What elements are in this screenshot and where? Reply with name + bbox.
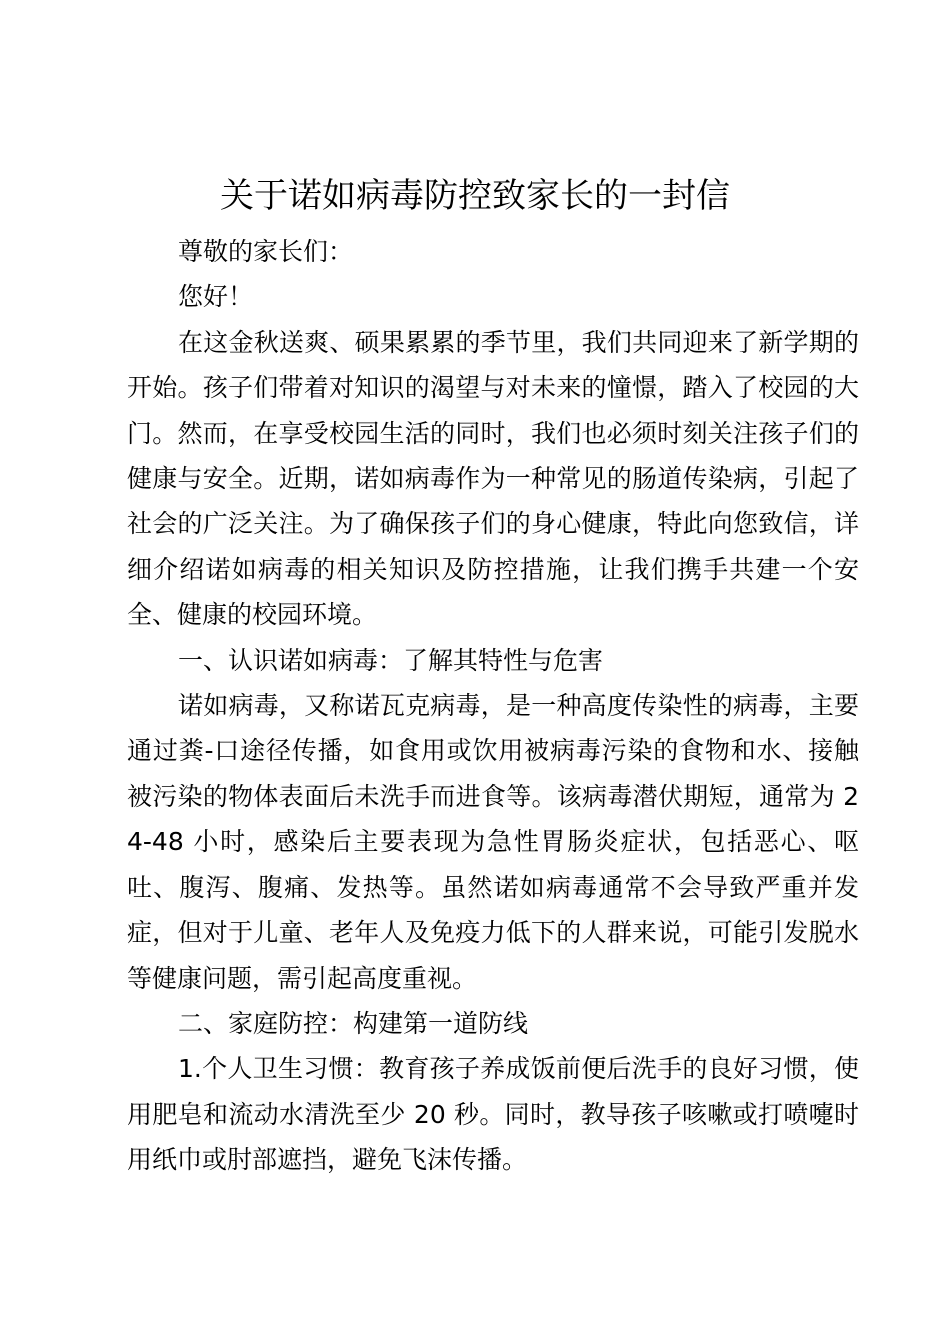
document-title: 关于诺如病毒防控致家长的一封信 — [220, 176, 730, 216]
section-2-item-1: 1.个人卫生习惯：教育孩子养成饭前便后洗手的良好习惯，使用肥皂和流动水清洗至少 20 秒。同时，教导孩子咳嗽或打喷嚏时用纸巾或肘部遮挡，避免飞沫传播。 — [127, 1054, 859, 1175]
section-heading-1: 一、认识诺如病毒：了解其特性与危害 — [178, 645, 604, 675]
intro-paragraph: 在这金秋送爽、硕果累累的季节里，我们共同迎来了新学期的开始。孩子们带着对知识的渴望与对未来的憧憬，踏入了校园的大门。然而，在享受校园生活的同时，我们也必须时刻关注孩子们的健康与安全。近期，诺如病毒作为一种常见的肠道传染病，引起了社会的广泛关注。为了确保孩子们的身心健康，特此向您致信，详细介绍诺如病毒的相关知识及防控措施，让我们携手共建一个安全、健康的校园环境。 — [127, 327, 859, 630]
greeting: 您好！ — [178, 282, 254, 312]
salutation: 尊敬的家长们： — [178, 237, 354, 266]
document-body — [127, 229, 859, 1183]
section-heading-2: 二、家庭防控：构建第一道防线 — [178, 1008, 529, 1038]
section-1-paragraph: 诺如病毒，又称诺瓦克病毒，是一种高度传染性的病毒，主要通过粪-口途径传播，如食用或饮用被病毒污染的食物和水、接触被污染的物体表面后未洗手而进食等。该病毒潜伏期短，通常为 24-48 小时，感染后主要表现为急性胃肠炎症状，包括恶心、呕吐、腹泻、腹痛、发热等。虽然诺如病毒通常不会导致严重并发症，但对于儿童、老年人及免疫力低下的人群来说，可能引发脱水等健康问题，需引起高度重视。 — [127, 691, 859, 993]
